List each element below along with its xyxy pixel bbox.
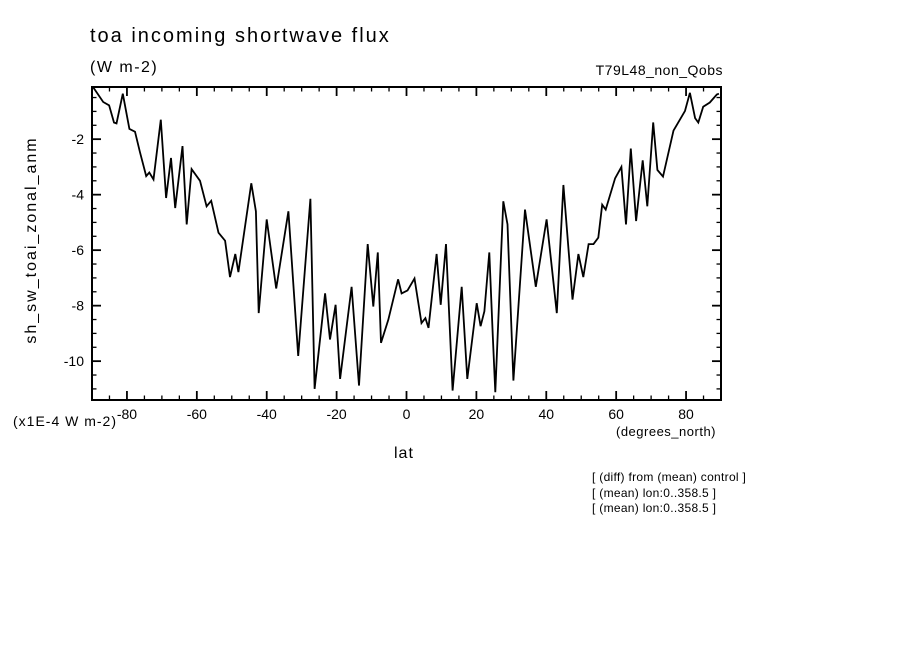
y-axis-title: sh_sw_toai_zonal_anm xyxy=(23,136,40,344)
x-axis-tick-label: 0 xyxy=(402,406,411,422)
x-axis-tick-label: -60 xyxy=(186,406,207,422)
chart-title: toa incoming shortwave flux xyxy=(90,25,391,47)
y-axis-tick-label: -4 xyxy=(71,186,84,203)
y-axis-tick-label: -8 xyxy=(71,297,84,314)
x-units-label: (degrees_north) xyxy=(616,424,716,439)
x-axis-title: lat xyxy=(394,445,414,462)
plot-border xyxy=(92,87,721,400)
x-axis-tick-label: 80 xyxy=(678,406,694,422)
x-axis-tick-label: 60 xyxy=(608,406,624,422)
x-axis-tick-label: -40 xyxy=(256,406,277,422)
annotation-block xyxy=(592,470,746,517)
x-axis-tick-label: 20 xyxy=(468,406,485,422)
annotation-line-2: [ (mean) lon:0..358.5 ] xyxy=(592,485,717,500)
chart-units-label: (W m-2) xyxy=(90,59,159,76)
y-axis-tick-label: -2 xyxy=(71,131,84,148)
experiment-label: T79L48_non_Qobs xyxy=(595,62,723,78)
y-axis-tick-label: -6 xyxy=(71,242,84,259)
y-scale-label: (x1E-4 W m-2) xyxy=(13,413,117,429)
x-axis-tick-label: -20 xyxy=(326,406,347,422)
x-axis-tick-label: -80 xyxy=(116,406,138,422)
annotation-line-1: [ (diff) from (mean) control ] xyxy=(592,470,747,484)
data-line xyxy=(93,87,719,392)
x-axis-tick-label: 40 xyxy=(538,406,555,422)
annotation-line-3: [ (mean) lon:0..358.5 ] xyxy=(592,501,717,515)
y-axis-tick-label: -10 xyxy=(63,353,84,370)
